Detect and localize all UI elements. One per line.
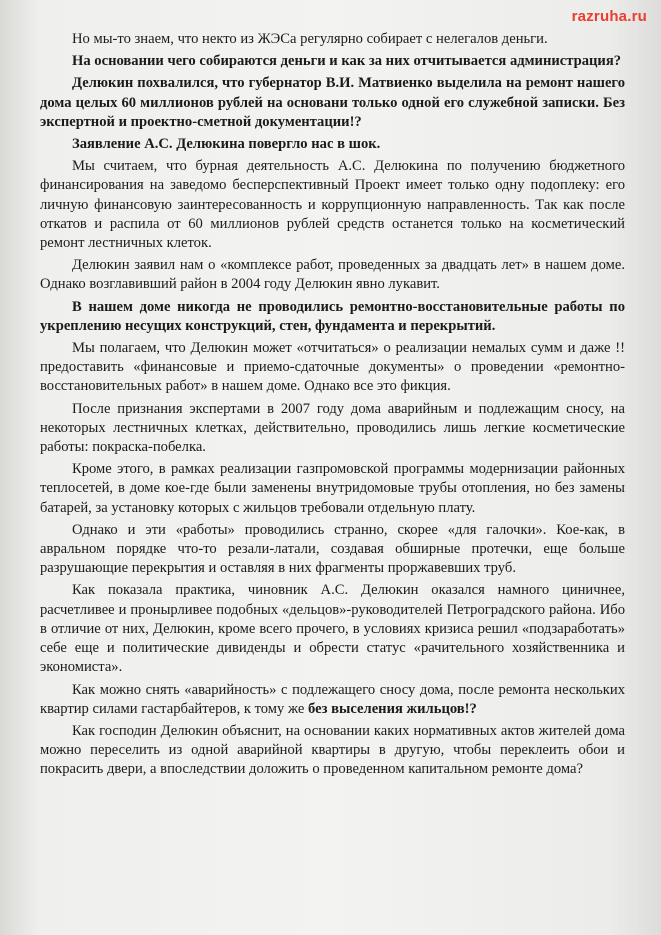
paragraph-13-text: Как можно снять «аварийность» с подлежащего сносу дома, после ремонта нескольких квартир силами гастарбайтеров, к тому же <box>40 681 625 717</box>
paragraph-14: Как господин Делюкин объяснит, на основании каких нормативных актов жителей дома можно переселить из одной аварийной квартиры в другую, чтобы переклеить обои и покрасить двери, а впоследствии доложить о проведенном капитальном ремонте дома? <box>40 722 625 778</box>
paragraph-11: Однако и эти «работы» проводились странно, скорее «для галочки». Кое-как, в авральном порядке что-то резали-латали, создавая обширные протечки, еще больше разрушающие перекрытия и оставляя в них фрагменты проржавевших труб. <box>40 521 625 577</box>
paragraph-13-bold-tail: без выселения жильцов!? <box>308 700 477 717</box>
paragraph-2: На основании чего собираются деньги и как за них отчитывается администрация? <box>72 53 622 70</box>
paragraph-12: Как показала практика, чиновник А.С. Делюкин оказался намного циничнее, расчетливее и пронырливее подобных «дельцов»-руководителей Петроградского района. Ибо в отличие от них, Делюкин, кроме всего прочего, в условиях кризиса решил «подзаработать» себе еще и политические дивиденды и обрести статус «рачительного хозяйственника и экономиста». <box>40 582 625 676</box>
paragraph-8: Мы полагаем, что Делюкин может «отчитаться» о реализации немалых сумм и даже !! предоставить «финансовые и приемо-сдаточные документы» о проведении «ремонтно-восстановительных работ» в нашем доме. Однако все это фикция. <box>40 340 625 395</box>
paragraph-9: После признания экспертами в 2007 году дома аварийным и подлежащим сносу, на некоторых лестничных клетках, действительно, проводились лишь легкие косметические работы: покраска-побелка. <box>40 400 625 456</box>
site-watermark: razruha.ru <box>571 8 647 25</box>
paragraph-10: Кроме этого, в рамках реализации газпромовской программы модернизации районных теплосетей, в доме кое-где были заменены внутридомовые трубы отопления, но без замены батарей, за установку которых с жильцов требовали отдельную плату. <box>40 461 625 516</box>
letter-body <box>40 30 625 783</box>
paragraph-6: Делюкин заявил нам о «комплексе работ, проведенных за двадцать лет» в нашем доме. Однако возглавивший район в 2004 году Делюкин явно лукавит. <box>40 257 625 293</box>
paragraph-13 <box>40 681 625 719</box>
paragraph-1: Но мы-то знаем, что некто из ЖЭСа регулярно собирает с нелегалов деньги. <box>72 31 548 47</box>
paragraph-5: Мы считаем, что бурная деятельность А.С. Делюкина по получению бюджетного финансирования на заведомо бесперспективный Проект имеет только одну подоплеку: его личную финансовую заинтересованность и коррупционную направленность. Так как после откатов и распила от 60 миллионов рублей средств останется только на косметический ремонт лестничных клеток. <box>40 158 625 252</box>
paragraph-3: Делюкин похвалился, что губернатор В.И. Матвиенко выделила на ремонт нашего дома целых 60 миллионов рублей на основани только одной его служебной записки. Без экспертной и проектно-сметной документации!? <box>40 75 625 130</box>
paragraph-4: Заявление А.С. Делюкина повергло нас в шок. <box>72 136 381 153</box>
paragraph-7: В нашем доме никогда не проводились ремонтно-восстановительные работы по укреплению несущих конструкций, стен, фундамента и перекрытий. <box>40 298 625 334</box>
